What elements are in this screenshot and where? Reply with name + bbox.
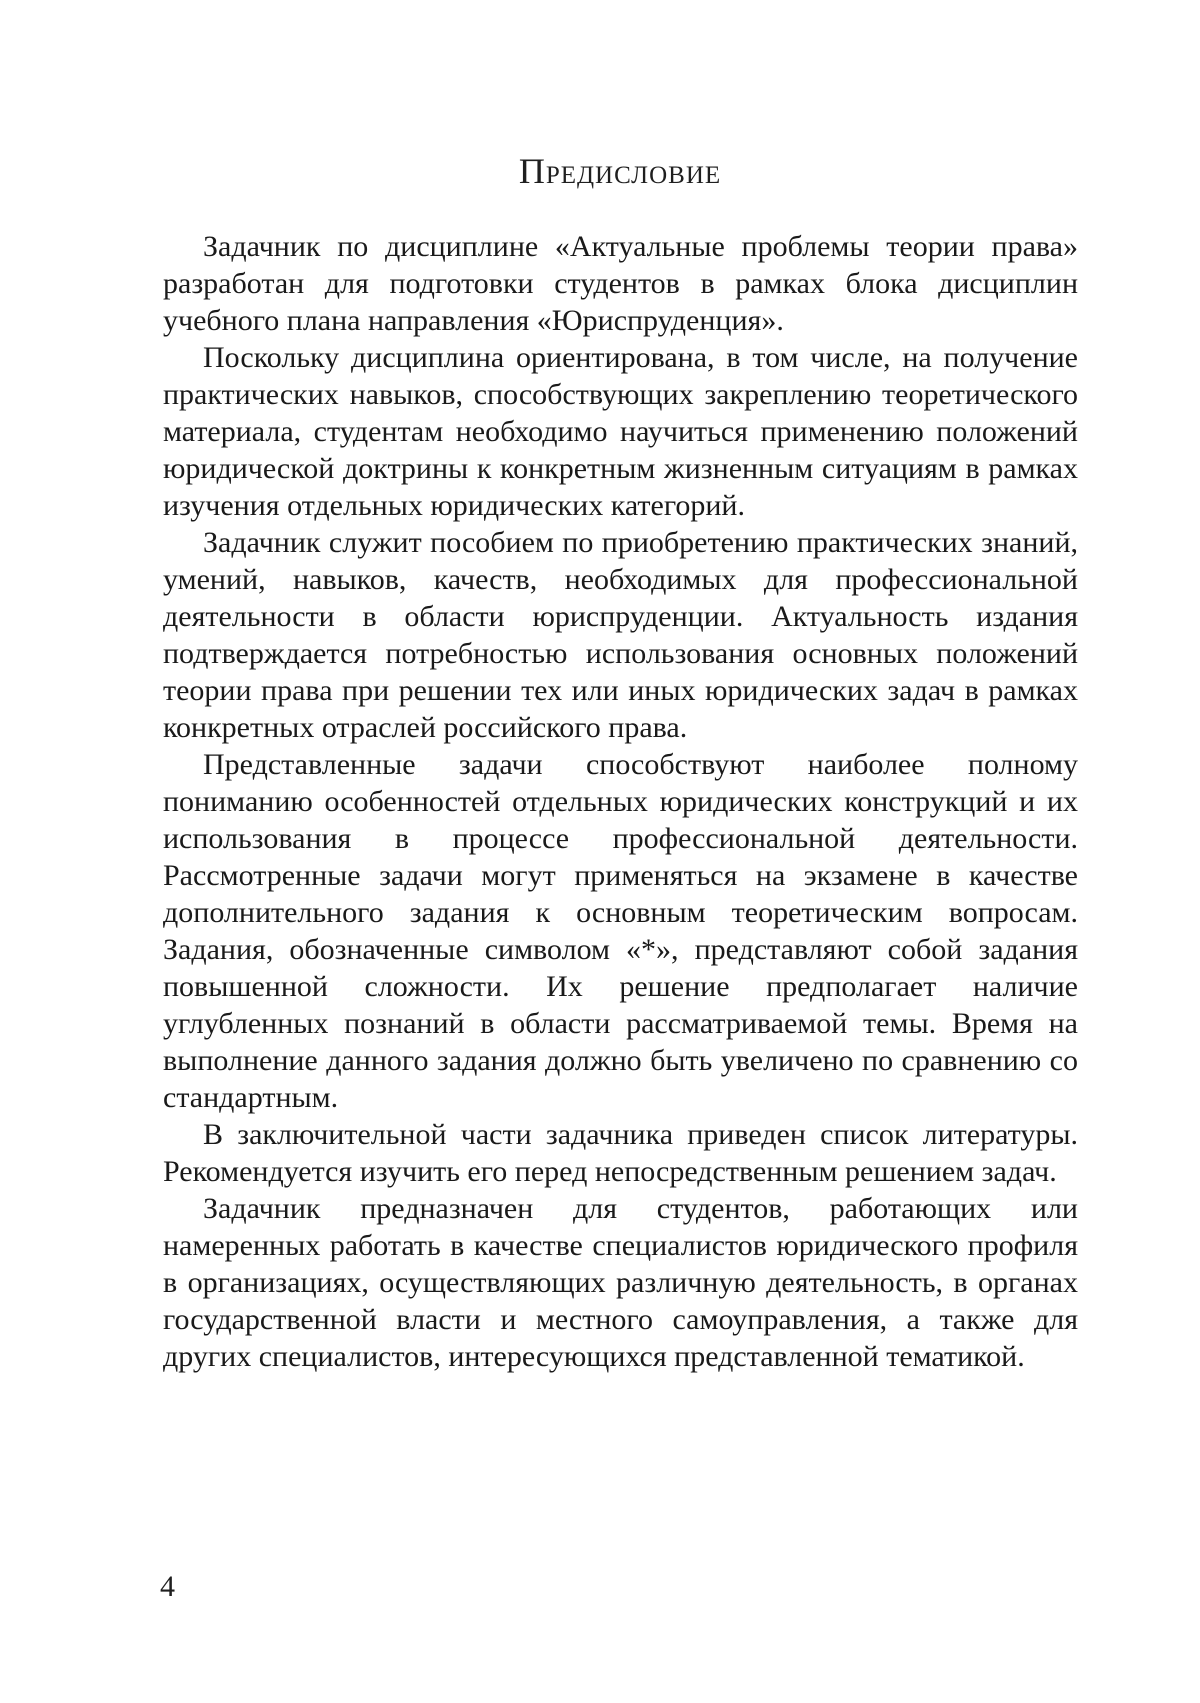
paragraph: Задачник предназначен для студентов, работающих или намеренных работать в качестве специалистов юридического профиля в организациях, осуществляющих различную деятельность, в органах государственной власти и местного самоуправления, а также для других специалистов, интересующихся представленной тематикой.: [163, 1190, 1078, 1375]
preface-body: [163, 228, 1078, 1375]
paragraph: Поскольку дисциплина ориентирована, в том числе, на получение практических навыков, способствующих закреплению теоретического материала, студентам необходимо научиться применению положений юридической доктрины к конкретным жизненным ситуациям в рамках изучения отдельных юридических категорий.: [163, 339, 1078, 524]
paragraph: В заключительной части задачника приведен список литературы. Рекомендуется изучить его перед непосредственным решением задач.: [163, 1116, 1078, 1190]
page-number: 4: [160, 1570, 175, 1604]
paragraph: Задачник по дисциплине «Актуальные проблемы теории права» разработан для подготовки студентов в рамках блока дисциплин учебного плана направления «Юриспруденция».: [163, 228, 1078, 339]
paragraph: Представленные задачи способствуют наиболее полному пониманию особенностей отдельных юридических конструкций и их использования в процессе профессиональной деятельности. Рассмотренные задачи могут применяться на экзамене в качестве дополнительного задания к основным теоретическим вопросам. Задания, обозначенные символом «*», представляют собой задания повышенной сложности. Их решение предполагает наличие углубленных познаний в области рассматриваемой темы. Время на выполнение данного задания должно быть увеличено по сравнению со стандартным.: [163, 746, 1078, 1116]
paragraph: Задачник служит пособием по приобретению практических знаний, умений, навыков, качеств, необходимых для профессиональной деятельности в области юриспруденции. Актуальность издания подтверждается потребностью использования основных положений теории права при решении тех или иных юридических задач в рамках конкретных отраслей российского права.: [163, 524, 1078, 746]
page-title: Предисловие: [160, 150, 1080, 192]
document-page: [0, 0, 1200, 1703]
